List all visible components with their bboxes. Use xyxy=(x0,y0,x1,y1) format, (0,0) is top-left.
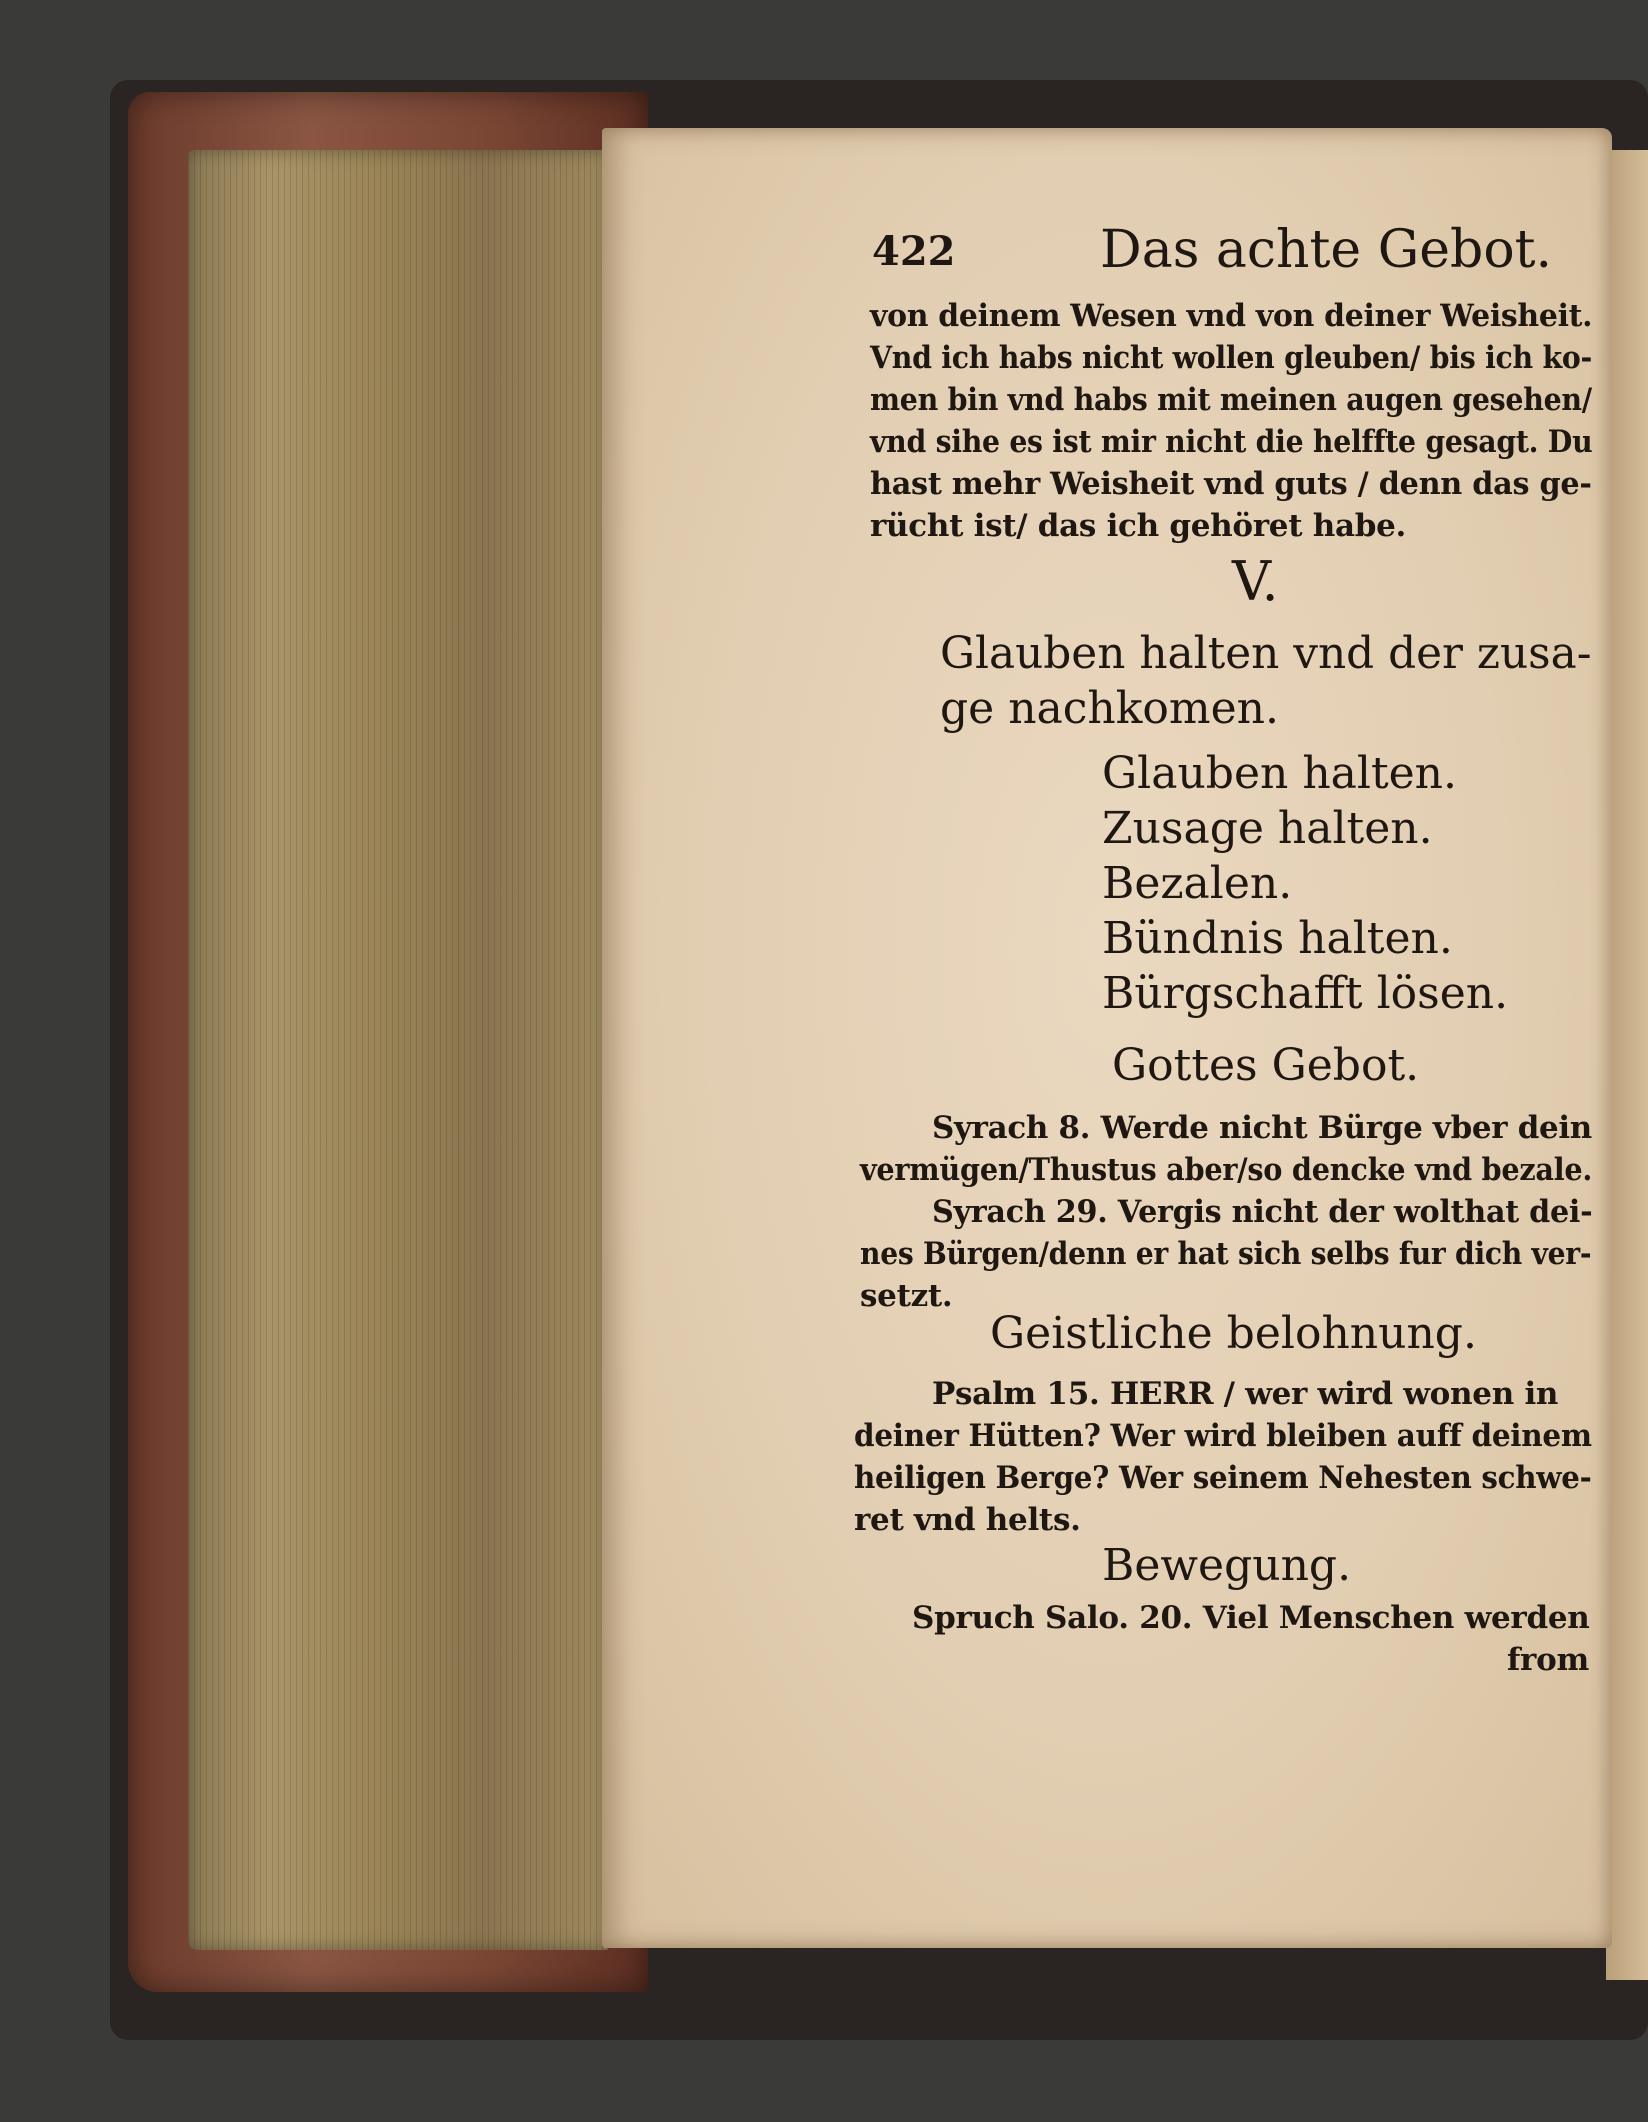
text-line: men bin vnd habs mit meinen augen gesehen/ xyxy=(870,382,1592,418)
bewegung-heading: Bewegung. xyxy=(1102,1540,1352,1591)
text-line: nes Bürgen/denn er hat sich selbs fur dich ver- xyxy=(860,1236,1592,1272)
text-line: Syrach 8. Werde nicht Bürge vber dein xyxy=(932,1110,1592,1146)
text-line: deiner Hütten? Wer wird bleiben auff deinem xyxy=(854,1418,1592,1454)
text-line: vermügen/Thustus aber/so dencke vnd bezale. xyxy=(860,1152,1593,1188)
next-page-edge xyxy=(1606,150,1648,1980)
page-number: 422 xyxy=(872,228,956,275)
text-line: ret vnd helts. xyxy=(854,1502,1081,1538)
text-line: Psalm 15. HERR / wer wird wonen in xyxy=(932,1376,1559,1412)
text-line: heiligen Berge? Wer seinem Nehesten schwe- xyxy=(854,1460,1592,1496)
running-head: Das achte Gebot. xyxy=(1100,220,1553,280)
page-edges xyxy=(188,150,608,1950)
text-line: von deinem Wesen vnd von deiner Weisheit. xyxy=(870,298,1593,334)
text-line: rücht ist/ das ich gehöret habe. xyxy=(870,508,1407,544)
section-numeral: V. xyxy=(1232,550,1279,613)
gottes-gebot-heading: Gottes Gebot. xyxy=(1112,1040,1420,1091)
text-line: setzt. xyxy=(860,1278,953,1314)
section-title-line: Glauben halten vnd der zusa- xyxy=(940,628,1592,679)
text-line: Spruch Salo. 20. Viel Menschen werden xyxy=(912,1600,1590,1636)
text-line: vnd sihe es ist mir nicht die helffte gesagt. Du xyxy=(870,424,1593,460)
book-page xyxy=(602,128,1612,1948)
section-title-line: ge nachkomen. xyxy=(940,683,1279,734)
list-item: Zusage halten. xyxy=(1102,803,1433,854)
list-item: Bezalen. xyxy=(1102,858,1293,909)
text-line: Syrach 29. Vergis nicht der wolthat dei- xyxy=(932,1194,1593,1230)
list-item: Glauben halten. xyxy=(1102,748,1458,799)
list-item: Bürgschafft lösen. xyxy=(1102,968,1509,1019)
belohnung-heading: Geistliche belohnung. xyxy=(990,1308,1477,1359)
text-line: Vnd ich habs nicht wollen gleuben/ bis ich ko- xyxy=(870,340,1593,376)
text-line: hast mehr Weisheit vnd guts / denn das ge- xyxy=(870,466,1592,502)
list-item: Bündnis halten. xyxy=(1102,913,1453,964)
catchword: from xyxy=(1507,1642,1589,1678)
